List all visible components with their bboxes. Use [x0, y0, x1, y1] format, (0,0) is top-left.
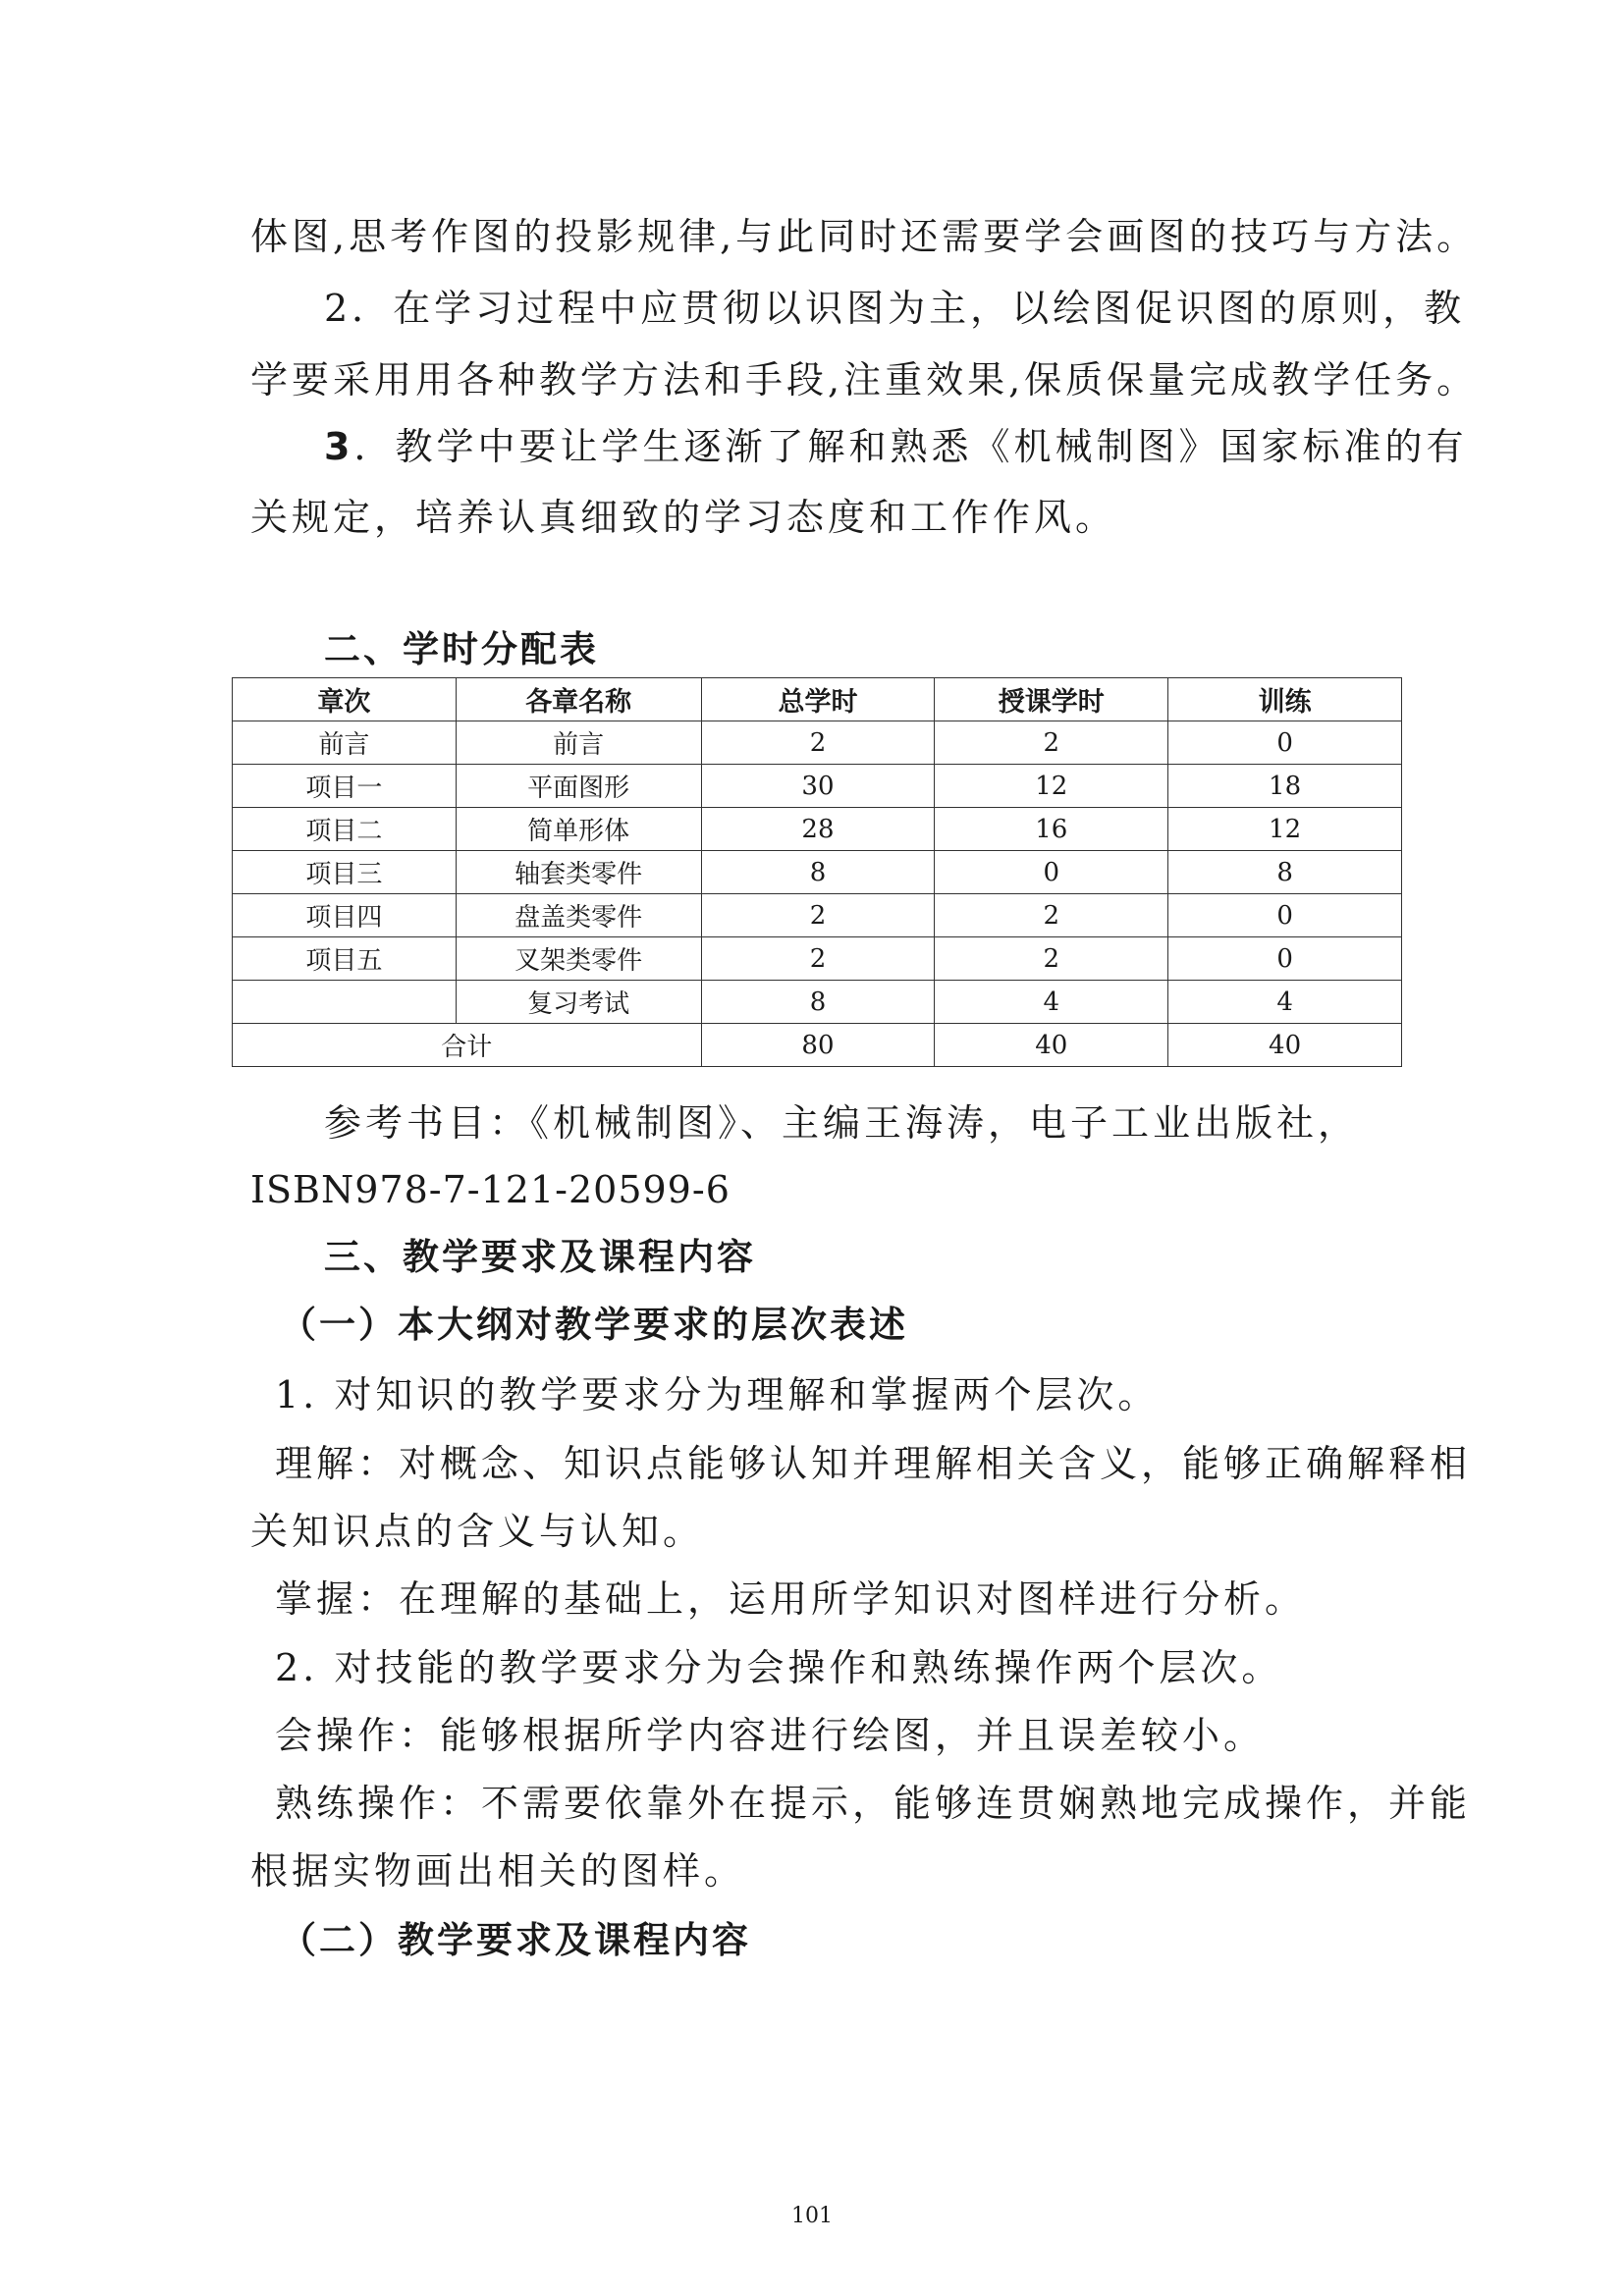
- section-2-heading: 二、学时分配表: [324, 628, 599, 670]
- table-header-cell: 总学时: [701, 678, 935, 721]
- table-row: [233, 721, 1402, 765]
- table-header-cell: 授课学时: [935, 678, 1168, 721]
- table-total-cell: 40: [935, 1024, 1168, 1067]
- subsection-1-heading: （一）本大纲对教学要求的层次表述: [280, 1304, 908, 1346]
- table-cell: 0: [1168, 894, 1402, 937]
- knowledge-requirement-item: 1. 对知识的教学要求分为理解和掌握两个层次。: [275, 1373, 1160, 1416]
- paragraph-2-line-2: 学要采用用各种教学方法和手段,注重效果,保质保量完成教学任务。: [250, 358, 1479, 401]
- table-cell: 叉架类零件: [456, 937, 701, 981]
- table-cell: 项目二: [233, 808, 457, 851]
- understand-line-1: 理解：对概念、知识点能够认知并理解相关含义，能够正确解释相: [275, 1442, 1472, 1485]
- can-operate-line: 会操作：能够根据所学内容进行绘图，并且误差较小。: [275, 1714, 1266, 1757]
- table-cell: 前言: [233, 721, 457, 765]
- reference-line-2: ISBN978-7-121-20599-6: [250, 1168, 731, 1211]
- table-cell: 4: [1168, 981, 1402, 1024]
- table-cell: 2: [935, 937, 1168, 981]
- table-cell: 简单形体: [456, 808, 701, 851]
- table-cell: 18: [1168, 765, 1402, 808]
- reference-line-1: 参考书目：《机械制图》、主编王海涛，电子工业出版社，: [324, 1101, 1360, 1145]
- table-cell: 2: [935, 894, 1168, 937]
- table-row: [233, 981, 1402, 1024]
- table-total-label: 合计: [233, 1024, 702, 1067]
- table-row: [233, 851, 1402, 894]
- paragraph-3-number: 3: [324, 425, 354, 468]
- table-header-cell: 训练: [1168, 678, 1402, 721]
- table-cell: 项目五: [233, 937, 457, 981]
- table-cell: 0: [935, 851, 1168, 894]
- table-cell: 2: [701, 937, 935, 981]
- paragraph-3-line-2: 关规定，培养认真细致的学习态度和工作作风。: [250, 496, 1117, 539]
- table-total-row: [233, 1024, 1402, 1067]
- paragraph-3-text: ．教学中要让学生逐渐了解和熟悉《机械制图》国家标准的有: [353, 425, 1468, 468]
- table-cell: 2: [701, 894, 935, 937]
- understand-line-2: 关知识点的含义与认知。: [250, 1510, 705, 1553]
- table-cell: 2: [701, 721, 935, 765]
- table-cell: 前言: [456, 721, 701, 765]
- table-header-cell: 各章名称: [456, 678, 701, 721]
- table-row: [233, 894, 1402, 937]
- table-cell: 复习考试: [456, 981, 701, 1024]
- page-number: 101: [791, 2204, 833, 2228]
- section-3-heading: 三、教学要求及课程内容: [324, 1236, 756, 1278]
- table-cell: 28: [701, 808, 935, 851]
- paragraph-3-line-1: [324, 425, 1468, 468]
- table-header-cell: 章次: [233, 678, 457, 721]
- table-cell: 16: [935, 808, 1168, 851]
- paragraph-2-line-1: 2．在学习过程中应贯彻以识图为主，以绘图促识图的原则，教: [324, 287, 1466, 330]
- table-cell: 8: [701, 981, 935, 1024]
- table-cell: 盘盖类零件: [456, 894, 701, 937]
- skill-requirement-item: 2. 对技能的教学要求分为会操作和熟练操作两个层次。: [275, 1646, 1283, 1689]
- table-cell: 0: [1168, 721, 1402, 765]
- table-cell: 2: [935, 721, 1168, 765]
- master-line: 掌握：在理解的基础上，运用所学知识对图样进行分析。: [275, 1577, 1307, 1621]
- intro-line-1: 体图,思考作图的投影规律,与此同时还需要学会画图的技巧与方法。: [250, 215, 1479, 258]
- table-cell: 项目四: [233, 894, 457, 937]
- table-cell: 轴套类零件: [456, 851, 701, 894]
- table-cell: 项目三: [233, 851, 457, 894]
- table-total-cell: 80: [701, 1024, 935, 1067]
- table-row: [233, 765, 1402, 808]
- table-row: [233, 937, 1402, 981]
- table-row: [233, 808, 1402, 851]
- skilled-operate-line-1: 熟练操作：不需要依靠外在提示，能够连贯娴熟地完成操作，并能: [275, 1782, 1472, 1825]
- table-cell: 平面图形: [456, 765, 701, 808]
- table-cell: 12: [1168, 808, 1402, 851]
- table-cell: 4: [935, 981, 1168, 1024]
- hours-allocation-table: [232, 677, 1402, 1067]
- table-total-cell: 40: [1168, 1024, 1402, 1067]
- table-header-row: [233, 678, 1402, 721]
- skilled-operate-line-2: 根据实物画出相关的图样。: [250, 1849, 746, 1893]
- table-cell: 30: [701, 765, 935, 808]
- table-cell: 12: [935, 765, 1168, 808]
- table-cell: [233, 981, 457, 1024]
- subsection-2-heading: （二）教学要求及课程内容: [280, 1919, 751, 1961]
- table-cell: 0: [1168, 937, 1402, 981]
- table-cell: 项目一: [233, 765, 457, 808]
- table-cell: 8: [701, 851, 935, 894]
- table-cell: 8: [1168, 851, 1402, 894]
